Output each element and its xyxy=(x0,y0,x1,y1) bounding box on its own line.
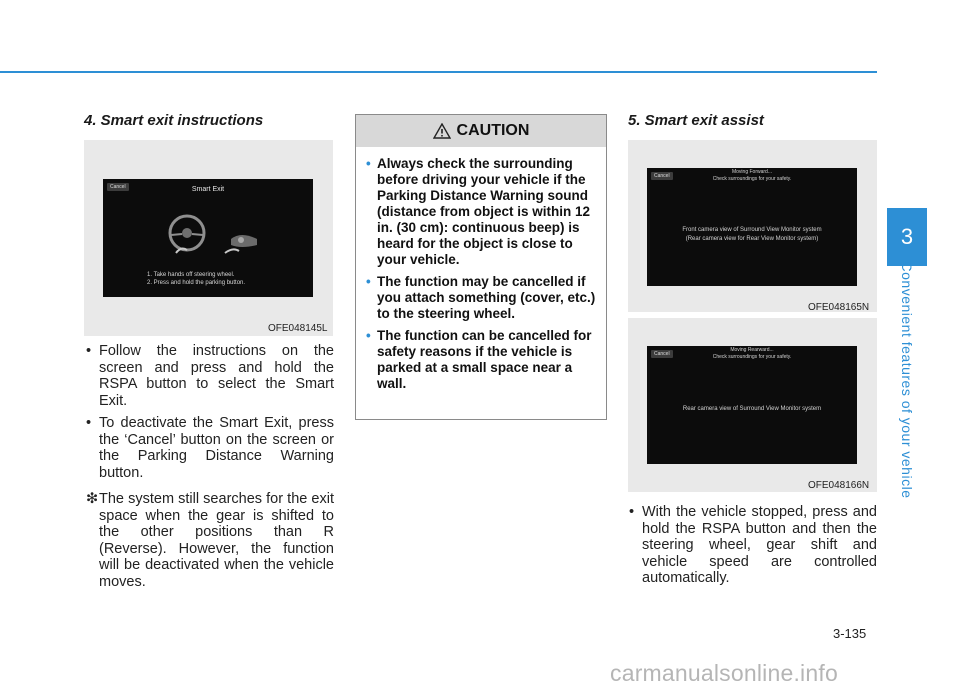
caution-item: • The function can be cancelled for safety reasons if the vehicle is parked at a small space near a wall. xyxy=(366,328,592,391)
smart-exit-steps xyxy=(147,271,245,287)
caution-text: The function can be cancelled for safety reasons if the vehicle is parked at a small space near a wall. xyxy=(377,328,592,391)
bullet-item: • To deactivate the Smart Exit, press the ‘Cancel’ button on the screen or the Parking Distance Warning button. xyxy=(86,415,334,481)
bullet-item: • With the vehicle stopped, press and hold the RSPA button and then the steering wheel, gear shift and vehicle speed are controlled automatically. xyxy=(629,504,877,586)
watermark: carmanualsonline.info xyxy=(610,660,838,686)
caution-item: • The function may be cancelled if you attach something (cover, etc.) to the steering wheel. xyxy=(366,274,596,321)
warning-triangle-icon xyxy=(433,123,451,139)
caution-title: CAUTION xyxy=(456,122,530,139)
caution-text: Always check the surrounding before driving your vehicle if the Parking Distance Warning sound (distance from object is within 12 in. (30 cm): continuous beep) is heard for the object is close to your vehicle. xyxy=(377,156,591,267)
smart-exit-screen xyxy=(103,179,313,297)
front-camera-screen xyxy=(647,168,857,286)
cancel-button: Cancel xyxy=(651,350,673,358)
bullet-text: To deactivate the Smart Exit, press the ‘Cancel’ button on the screen or the Parking Distance Warning button. xyxy=(99,415,334,481)
page-number: 3-135 xyxy=(833,626,867,641)
status-line-1: Moving Rearward... xyxy=(730,347,774,353)
screen-title: Smart Exit xyxy=(191,186,225,193)
note-mark-icon: ❇ xyxy=(86,491,99,507)
caution-list xyxy=(356,147,606,392)
bullet-text: With the vehicle stopped, press and hold the RSPA button and then the steering wheel, gear shift and vehicle speed are controlled automatically. xyxy=(642,504,877,586)
status-line-1: Moving Forward... xyxy=(731,169,772,175)
camera-view-label xyxy=(647,226,857,244)
smart-exit-figure xyxy=(84,140,333,336)
header-rule xyxy=(0,71,877,73)
chapter-title: Convenient features of your vehicle xyxy=(899,261,915,499)
figure-code: OFE048166N xyxy=(808,480,870,491)
status-line-2: Check surroundings for your safety. xyxy=(712,354,792,360)
figure-code: OFE048165N xyxy=(808,302,870,313)
moving-forward-figure xyxy=(628,140,877,312)
status-line-2: Check surroundings for your safety. xyxy=(712,176,792,182)
bullet-text: Follow the instructions on the screen and press and hold the RSPA button to select the Smart Exit. xyxy=(99,343,334,409)
step-2: 2. Press and hold the parking button. xyxy=(147,280,246,286)
cancel-button: Cancel xyxy=(107,183,129,191)
bullet-item: • Follow the instructions on the screen and press and hold the RSPA button to select the Smart Exit. xyxy=(86,343,334,409)
status-text xyxy=(647,169,857,183)
caution-text: The function may be cancelled if you attach something (cover, etc.) to the steering wheel. xyxy=(377,274,596,321)
note xyxy=(86,491,334,590)
section-heading-smart-exit-instructions: 4. Smart exit instructions xyxy=(84,112,264,129)
rear-camera-screen xyxy=(647,346,857,464)
note-text: The system still searches for the exit space when the gear is shifted to the other positions than R (Reverse). However, the function will be deactivated when the vehicle moves. xyxy=(99,491,334,590)
step-1: 1. Take hands off steering wheel. xyxy=(147,272,235,278)
camera-view-line-1: Front camera view of Surround View Monitor system xyxy=(682,227,822,233)
status-text xyxy=(647,347,857,361)
figure-code: OFE048145L xyxy=(268,323,328,334)
left-body xyxy=(86,343,334,590)
caution-box xyxy=(355,114,607,420)
cancel-button: Cancel xyxy=(651,172,673,180)
chapter-tab: 3 xyxy=(887,208,927,266)
right-body xyxy=(629,504,877,593)
section-heading-smart-exit-assist: 5. Smart exit assist xyxy=(628,112,764,129)
steering-and-button-icon xyxy=(165,209,265,261)
camera-view-line-2: (Rear camera view for Rear View Monitor system) xyxy=(685,236,819,242)
caution-item: • Always check the surrounding before driving your vehicle if the Parking Distance Warning sound (distance from object is within 12 in. (30 cm): continuous beep) is heard for the object is close to your vehicle. xyxy=(366,156,591,267)
moving-rearward-figure xyxy=(628,318,877,492)
camera-view-label: Rear camera view of Surround View Monitor system xyxy=(682,406,822,412)
caution-header xyxy=(356,115,606,147)
